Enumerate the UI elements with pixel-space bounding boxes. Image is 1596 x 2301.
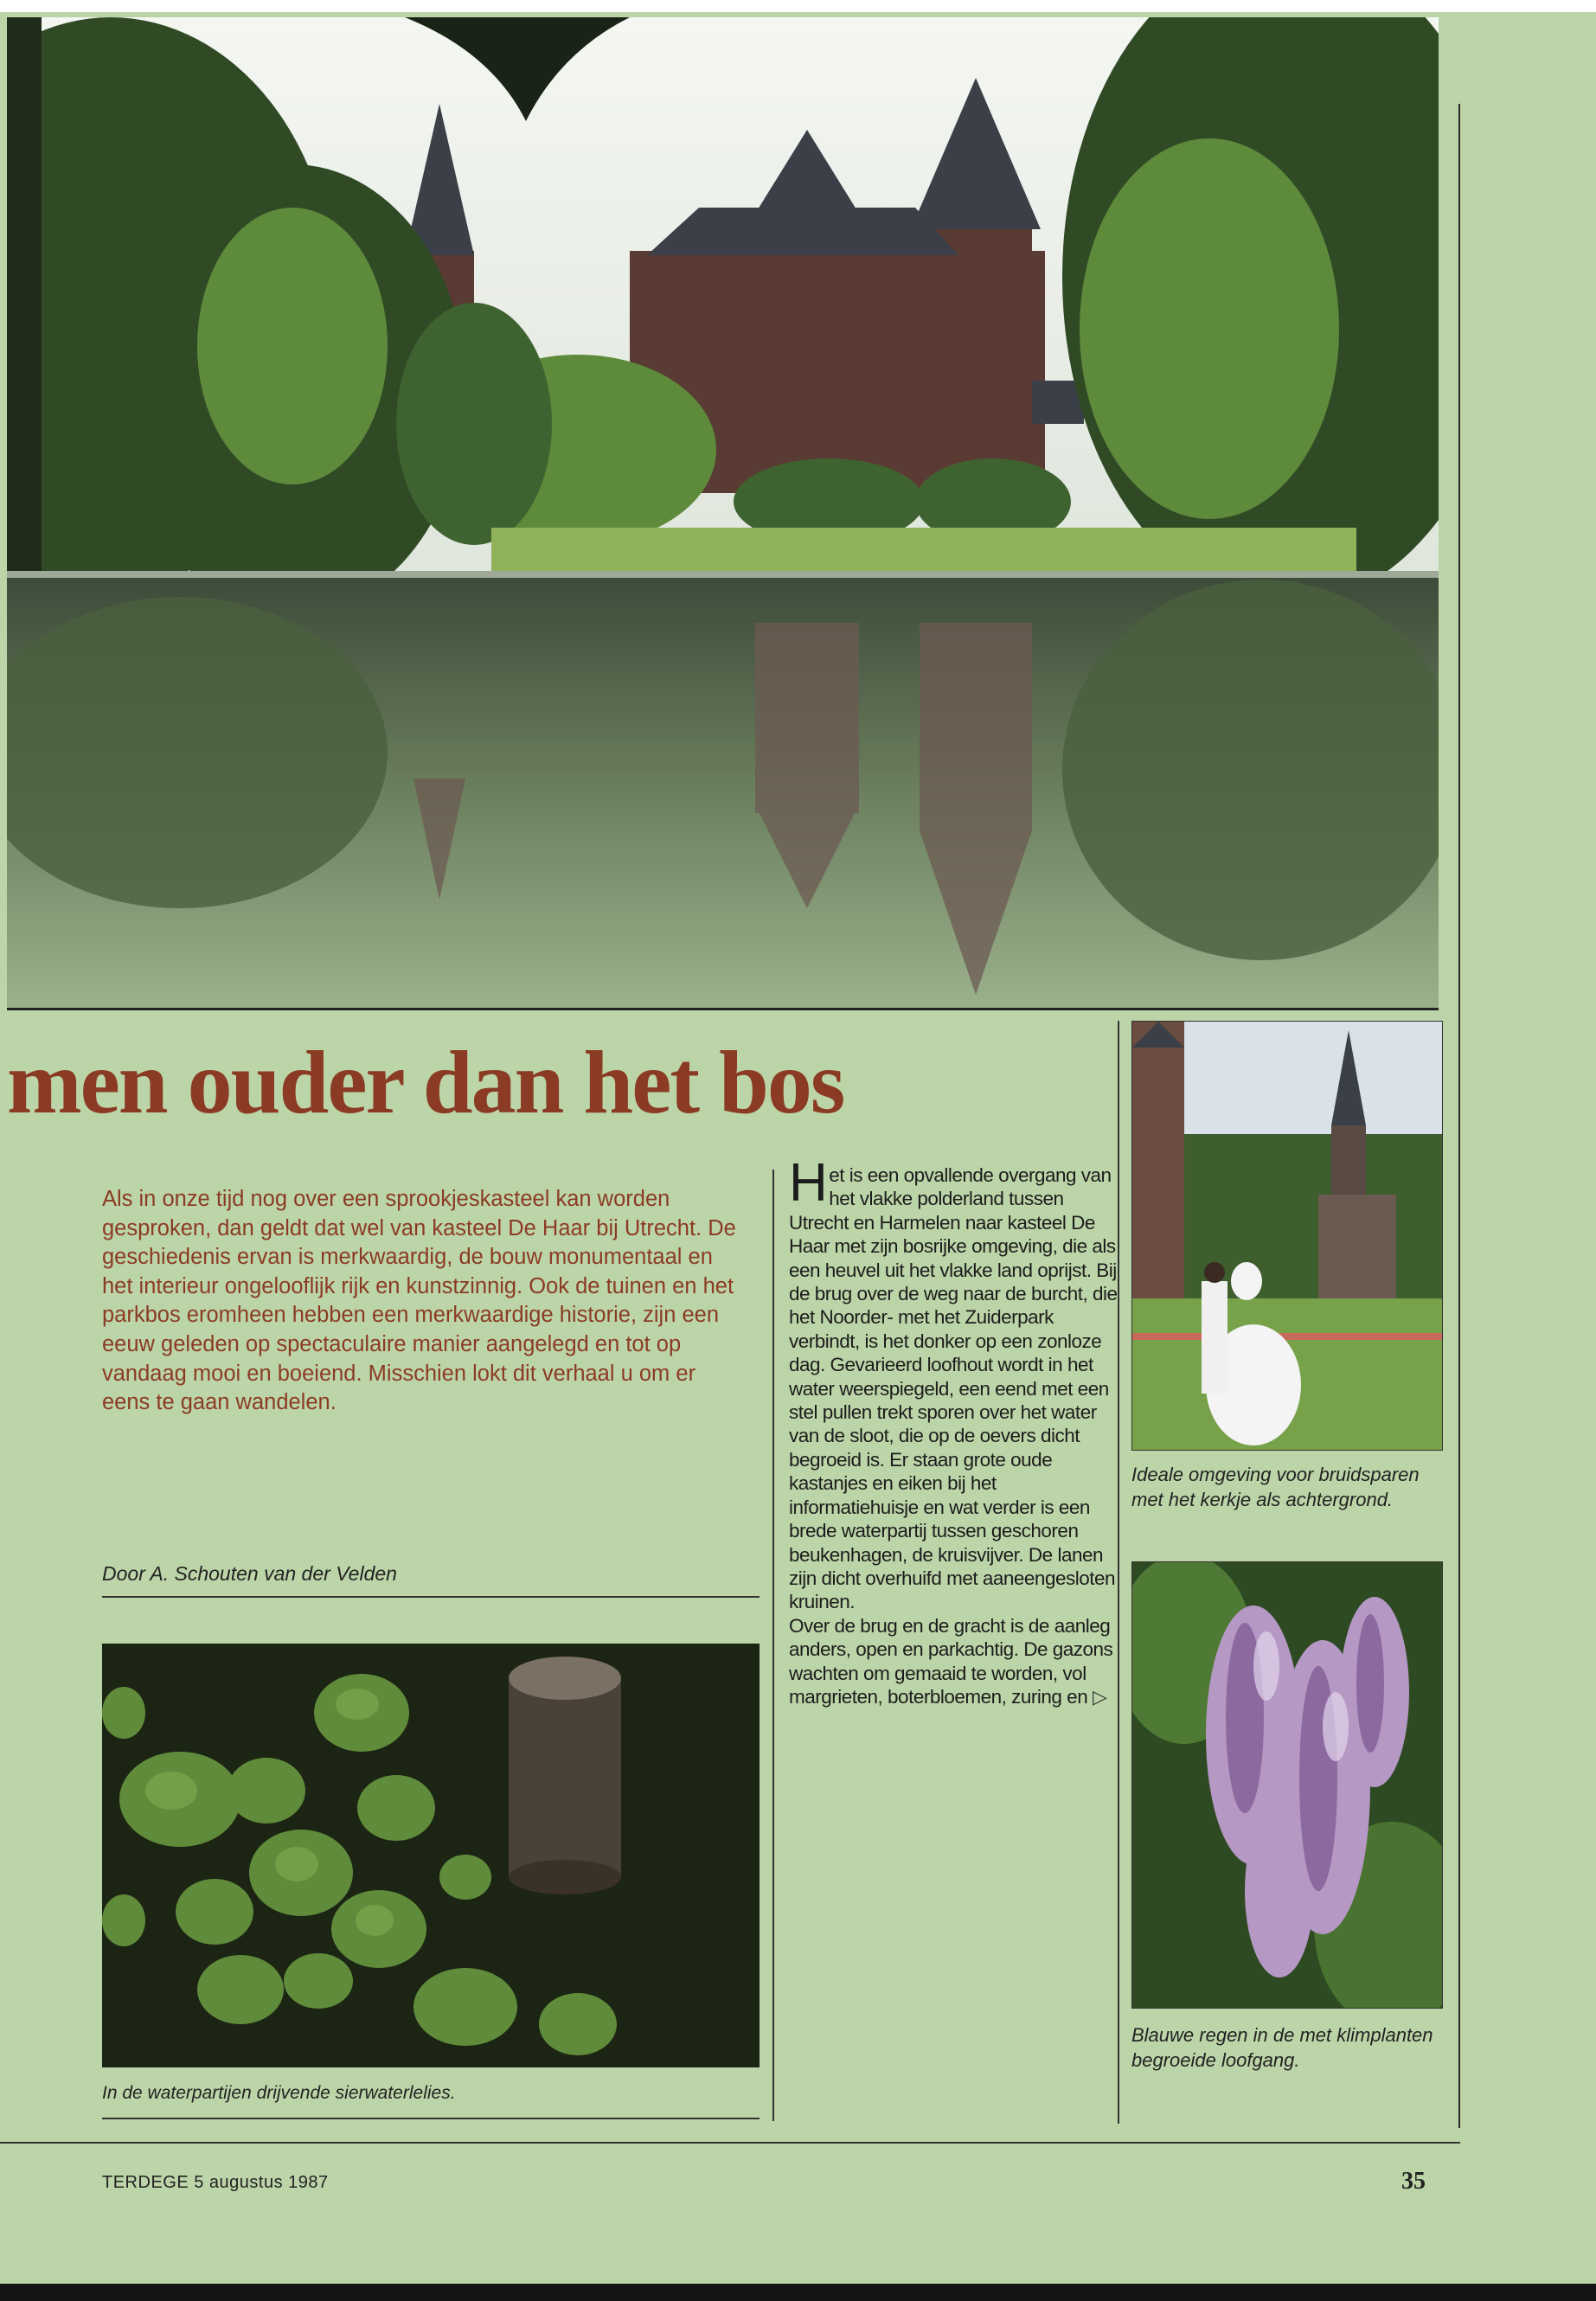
body-paragraph-2	[789, 1614, 1118, 1709]
continue-arrow-icon: ▷	[1092, 1685, 1107, 1708]
column-rule	[772, 1170, 774, 2121]
wisteria-photo	[1131, 1561, 1443, 2009]
caption-wisteria: Blauwe regen in de met klimplanten begroeide loofgang.	[1131, 2024, 1433, 2071]
publication-line: TERDEGE 5 augustus 1987	[102, 2173, 329, 2192]
body-text-2: Over de brug en de gracht is de aanleg anders, open en parkachtig. De gazons wachten om gemaaid te worden, vol margrieten, boterbloemen, zuring en	[789, 1614, 1113, 1708]
scan-edge	[0, 2284, 1596, 2301]
castle-photo	[7, 17, 1439, 1010]
wedding-couple-photo	[1131, 1021, 1443, 1451]
caption-rule	[102, 2118, 760, 2119]
caption-lilies: In de waterpartijen drijvende sierwaterlelies.	[102, 2083, 456, 2103]
body-paragraph-1	[789, 1153, 1118, 1614]
article-byline: Door A. Schouten van der Velden	[102, 1562, 397, 1585]
right-margin-rule	[1458, 104, 1460, 2128]
drop-cap: H	[789, 1153, 828, 1213]
byline-rule	[102, 1596, 760, 1598]
article-body	[789, 1153, 1118, 1708]
caption-wedding: Ideale omgeving voor bruidsparen met het kerkje als achtergrond.	[1131, 1464, 1420, 1510]
water-lilies-photo	[102, 1644, 760, 2067]
body-text-1: et is een opvallende overgang van het vlakke polderland tussen Utrecht en Harmelen naar kasteel De Haar met zijn bosrijke omgeving, die als een heuvel uit het vlakke land oprijst. Bij de brug over de weg naar de burcht, die het Noorder- met het Zuiderpark verbindt, is het donker op een zonloze dag. Gevarieerd loofhout wordt in het water weerspiegeld, een eend met een stel pullen trekt sporen over het water van de sloot, die op de oevers dicht begroeid is. Er staan grote oude kastanjes en eiken bij het informatiehuisje en wat verder is een brede waterpartij tussen geschoren beukenhagen, de kruisvijver. De lanen zijn dicht overhuifd met aaneengesloten kruinen.	[789, 1164, 1118, 1613]
page-number: 35	[1401, 2168, 1426, 2195]
article-title: men ouder dan het bos	[7, 1033, 844, 1132]
article-intro: Als in onze tijd nog over een sprookjeskasteel kan worden gesproken, dan geldt dat wel van kasteel De Haar bij Utrecht. De geschiedenis ervan is merkwaardig, de bouw monumentaal en het interieur ongelooflijk rijk en kunstzinnig. Ook de tuinen en het parkbos eromheen hebben een merkwaardige historie, zijn een eeuw geleden op spectaculaire manier aangelegd en tot op vandaag mooi en boeiend. Misschien lokt dit verhaal u om er eens te gaan wandelen.	[102, 1187, 736, 1415]
footer-rule	[0, 2142, 1460, 2144]
column-rule-right	[1118, 1021, 1119, 2124]
